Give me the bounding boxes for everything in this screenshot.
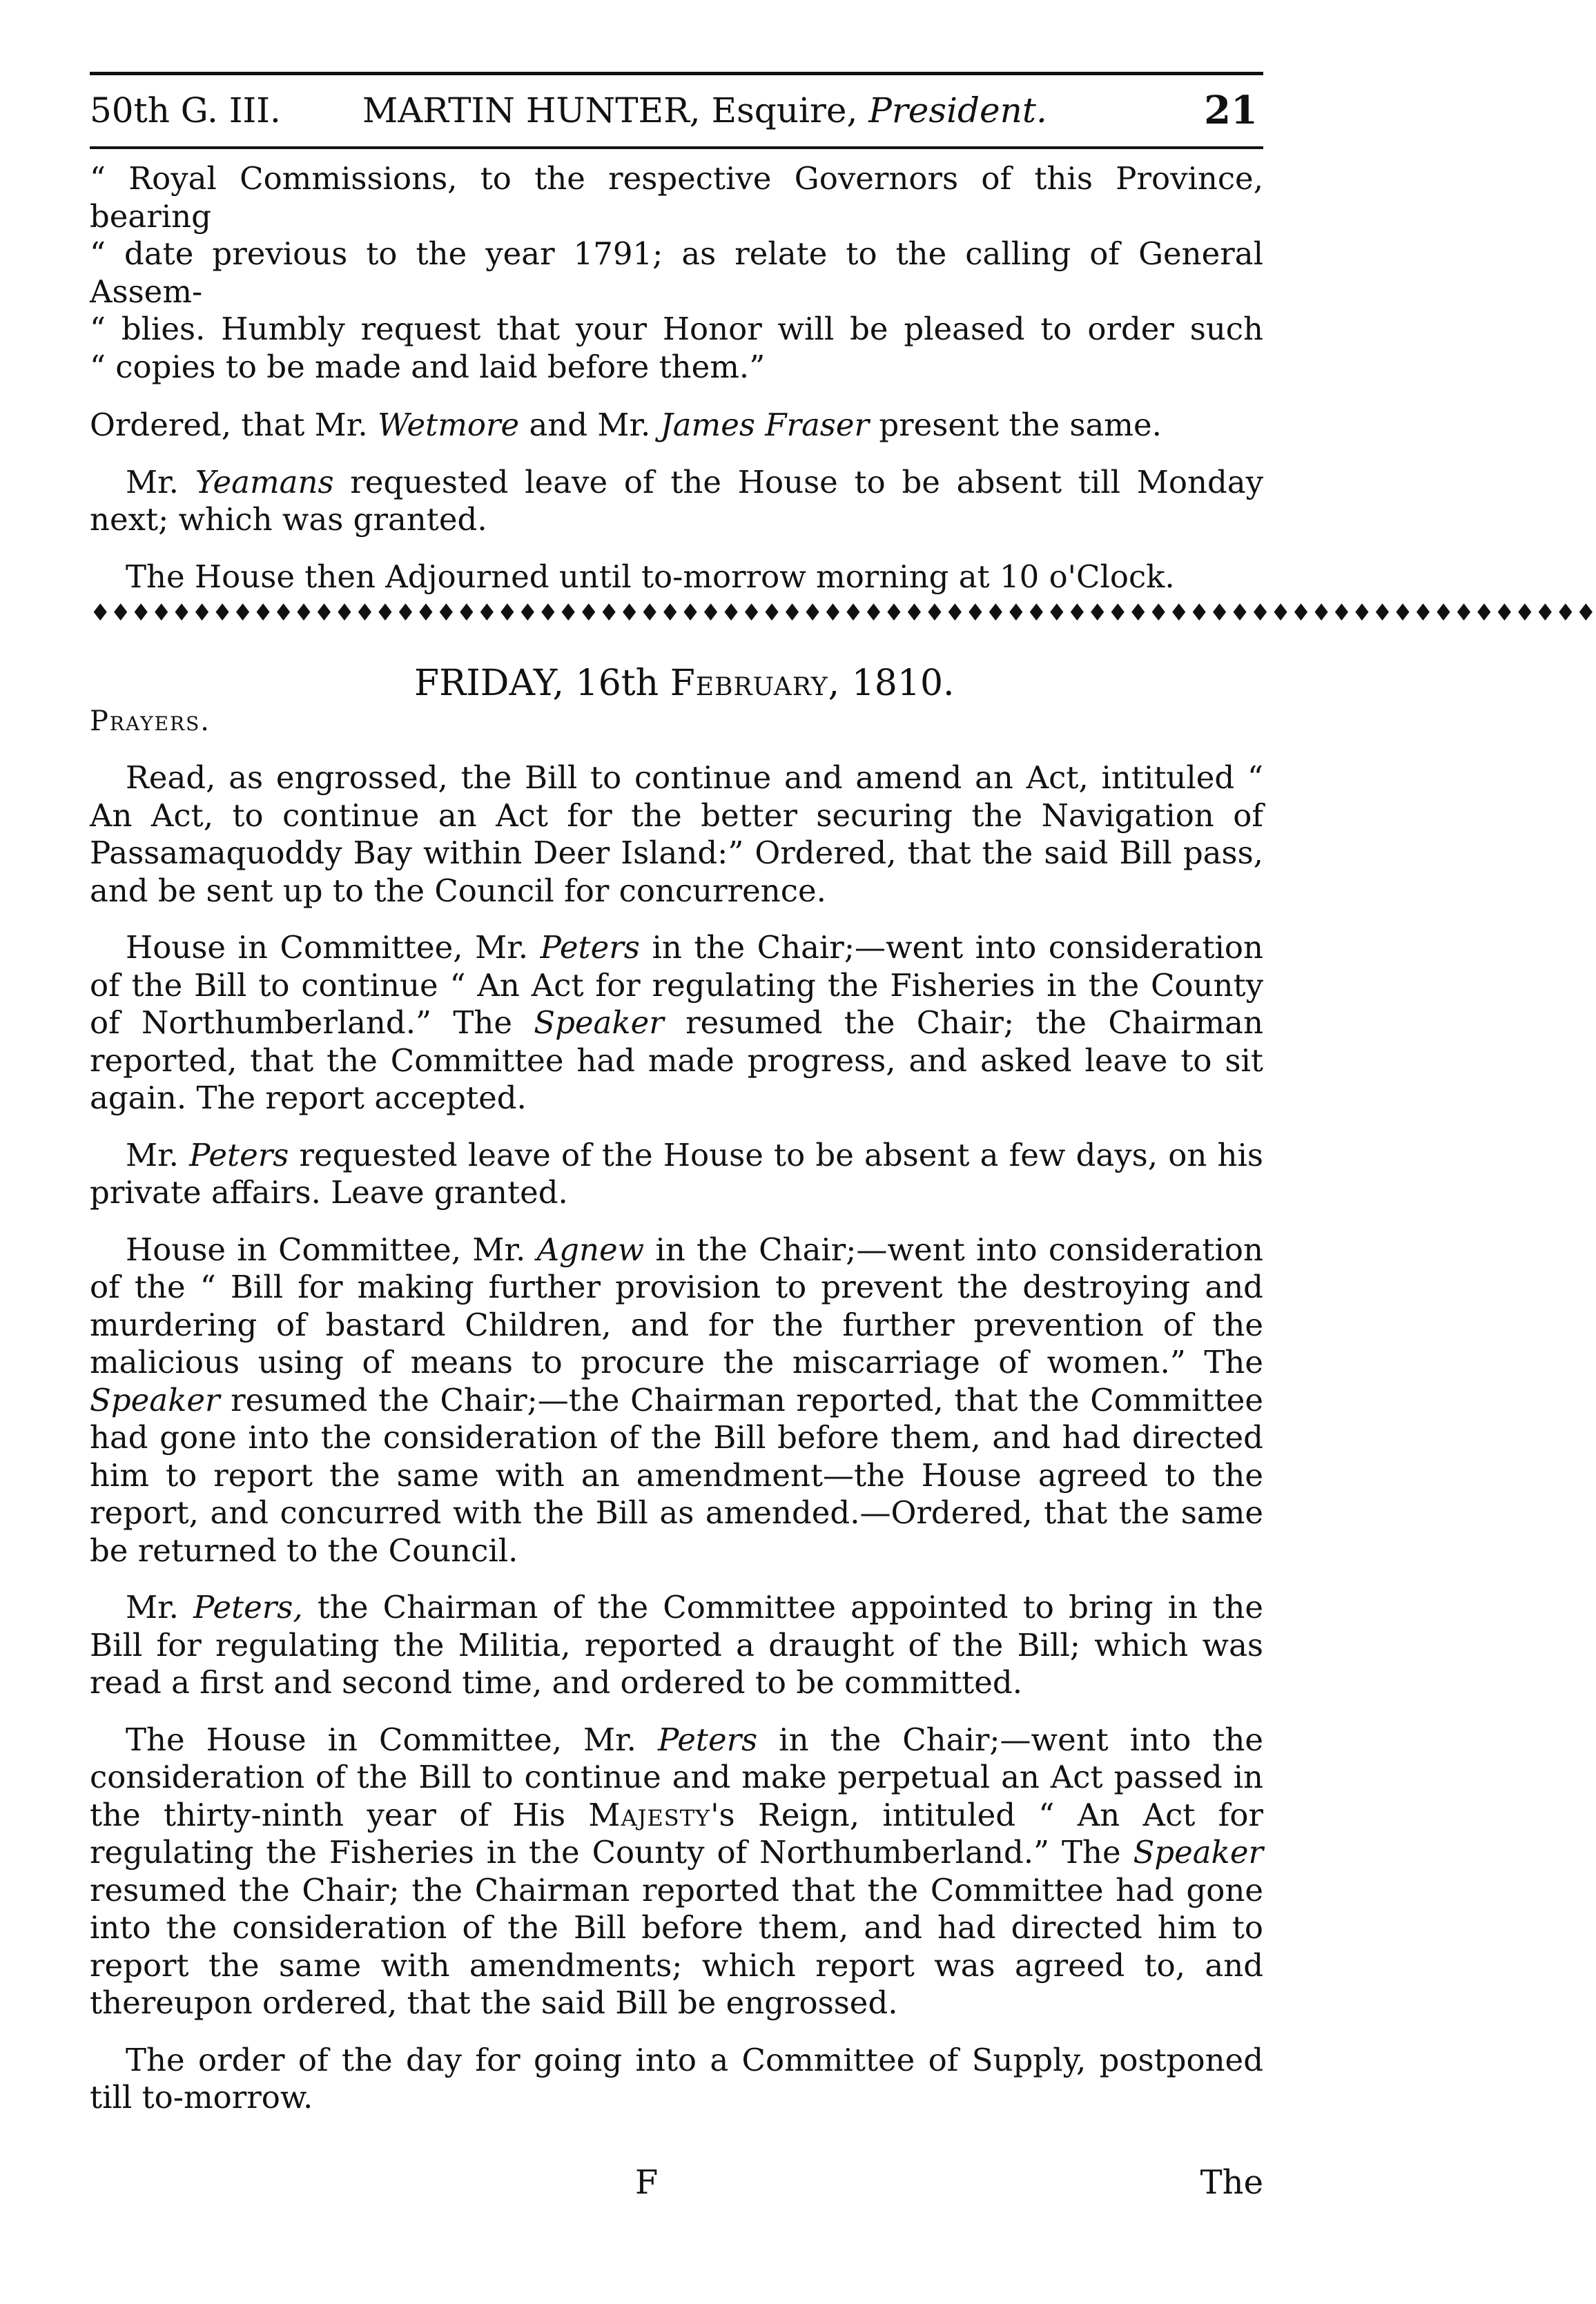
day-heading-month: February, — [670, 663, 841, 704]
paragraph-supply-postponed: The order of the day for going into a Committee of Supply, postponed till to-morrow. — [90, 2041, 1263, 2116]
speaker-ref: Speaker — [1133, 1834, 1263, 1871]
member-name: Peters, — [193, 1589, 303, 1626]
paragraph-fisheries-committee — [90, 929, 1263, 1117]
catchword: The — [1200, 2163, 1263, 2202]
speaker-ref: Speaker — [534, 1004, 664, 1041]
paragraph-children-bill — [90, 1231, 1263, 1570]
text-run: requested leave of the House to be absent a few days, on his private affairs. Leave granted. — [90, 1136, 1263, 1211]
member-name: Agnew — [536, 1231, 645, 1268]
paragraph-perpetual-act — [90, 1721, 1263, 2022]
member-name: Wetmore — [377, 407, 520, 443]
paragraph-adjourned: The House then Adjourned until to-morrow morning at 10 o'Clock. — [126, 558, 1175, 595]
text-run: in the Chair;—went into consideration of the “ Bill for making further provision to prevent the destroying and murdering of bastard Children, and for the further prevention of the malicious using of means to procure the miscarriage of women.” The — [90, 1231, 1263, 1380]
text-run: Ordered, that Mr. — [90, 407, 368, 443]
running-header — [90, 81, 1263, 139]
journal-body-friday — [90, 759, 1263, 2136]
text-run: in the Chair;—went into consideration of the Bill to continue “ An Act for regulating the Fisheries in the County of Northumberland.” The — [90, 929, 1263, 1041]
header-president — [362, 81, 1047, 139]
text-run: Mr. — [126, 1136, 179, 1173]
member-name: Peters — [657, 1721, 758, 1758]
text-run: resumed the Chair; the Chairman reported that the Committee had gone into the consideration of the Bill before them, and had directed him to report the same with amendments; which report was agreed to, and thereupon ordered, that the said Bill be engrossed. — [90, 1871, 1263, 2021]
member-name: James Fraser — [660, 407, 870, 443]
member-name: Yeamans — [195, 463, 334, 500]
signature-mark: F — [635, 2163, 659, 2202]
page-number: 21 — [1204, 88, 1258, 133]
text-run: present the same. — [879, 407, 1162, 443]
paragraph-passamaquoddy-bill: Read, as engrossed, the Bill to continue and amend an Act, intituled “ An Act, to continue an Act for the better securing the Navigation of Passamaquoddy Bay within Deer Island:” Ordered, that the said Bill pass, and be sent up to the Council for concurrence. — [90, 759, 1263, 909]
speaker-ref: Speaker — [90, 1381, 220, 1418]
text-run: House in Committee, Mr. — [126, 929, 529, 966]
paragraph-ordered-present — [90, 407, 1263, 445]
day-heading-year: 1810. — [851, 663, 955, 704]
day-heading-day: FRIDAY, — [414, 663, 565, 704]
text-run: 's Reign, intituled “ An Act for regulating the Fisheries in the County of Northumberland.” The — [90, 1796, 1264, 1871]
text-run: Mr. — [126, 463, 179, 500]
day-heading — [414, 661, 955, 705]
header-president-name: MARTIN HUNTER, — [362, 90, 701, 130]
quote-line-2: “ date previous to the year 1791; as relate to the calling of General Assem- — [90, 235, 1263, 310]
quote-line-1: “ Royal Commissions, to the respective Governors of this Province, bearing — [90, 160, 1263, 235]
ornamental-divider: ♦♦♦♦♦♦♦♦♦♦♦♦♦♦♦♦♦♦♦♦♦♦♦♦♦♦♦♦♦♦♦♦♦♦♦♦♦♦♦♦♦♦♦♦♦♦♦♦♦♦♦♦♦♦♦♦♦♦♦♦♦♦♦♦♦♦♦♦♦♦♦♦♦♦ — [90, 599, 1596, 627]
text-run: resumed the Chair;—the Chairman reported, that the Committee had gone into the consideration of the Bill before them, and had directed him to report the same with an amendment—the House agreed to the report, and concurred with the Bill as amended.—Ordered, that the same be returned to the Council. — [90, 1381, 1263, 1569]
header-top-rule — [90, 72, 1263, 75]
paragraph-yeamans-leave — [90, 464, 1263, 539]
majesty-ref: Majesty — [588, 1796, 711, 1833]
header-president-title: Esquire, — [711, 90, 858, 130]
header-president-role: President. — [868, 90, 1047, 130]
member-name: Peters — [540, 929, 640, 966]
text-run: and Mr. — [529, 407, 651, 443]
paragraph-militia-bill — [90, 1589, 1263, 1702]
page-footer — [90, 2160, 1263, 2205]
paragraph-peters-leave — [90, 1137, 1263, 1212]
prayers-label: Prayers. — [90, 705, 211, 737]
text-run: the Chairman of the Committee appointed to bring in the Bill for regulating the Militia, reported a draught of the Bill; which was read a first and second time, and ordered to be committed. — [90, 1589, 1263, 1701]
header-bottom-rule — [90, 146, 1263, 149]
text-run: in the Chair;—went into the consideration of the Bill to continue and make perpetual an Act passed in the thirty-ninth year of His — [90, 1721, 1263, 1833]
text-run: Mr. — [126, 1589, 179, 1626]
text-run: resumed the Chair; the Chairman reported, that the Committee had made progress, and asked leave to sit again. The report accepted. — [90, 1004, 1263, 1116]
quote-line-3: “ blies. Humbly request that your Honor will be pleased to order such — [90, 311, 1263, 347]
header-session: 50th G. III. — [90, 90, 281, 130]
document-page — [90, 0, 1596, 2304]
journal-body-top — [90, 160, 1263, 615]
quote-line-4: “ copies to be made and laid before them.” — [90, 348, 766, 385]
text-run: House in Committee, Mr. — [126, 1231, 526, 1268]
text-run: The House in Committee, Mr. — [126, 1721, 636, 1758]
day-heading-date: 16th — [575, 663, 659, 704]
member-name: Peters — [189, 1136, 289, 1173]
quoted-petition — [90, 160, 1263, 386]
text-run: requested leave of the House to be absent till Monday next; which was granted. — [90, 463, 1264, 538]
